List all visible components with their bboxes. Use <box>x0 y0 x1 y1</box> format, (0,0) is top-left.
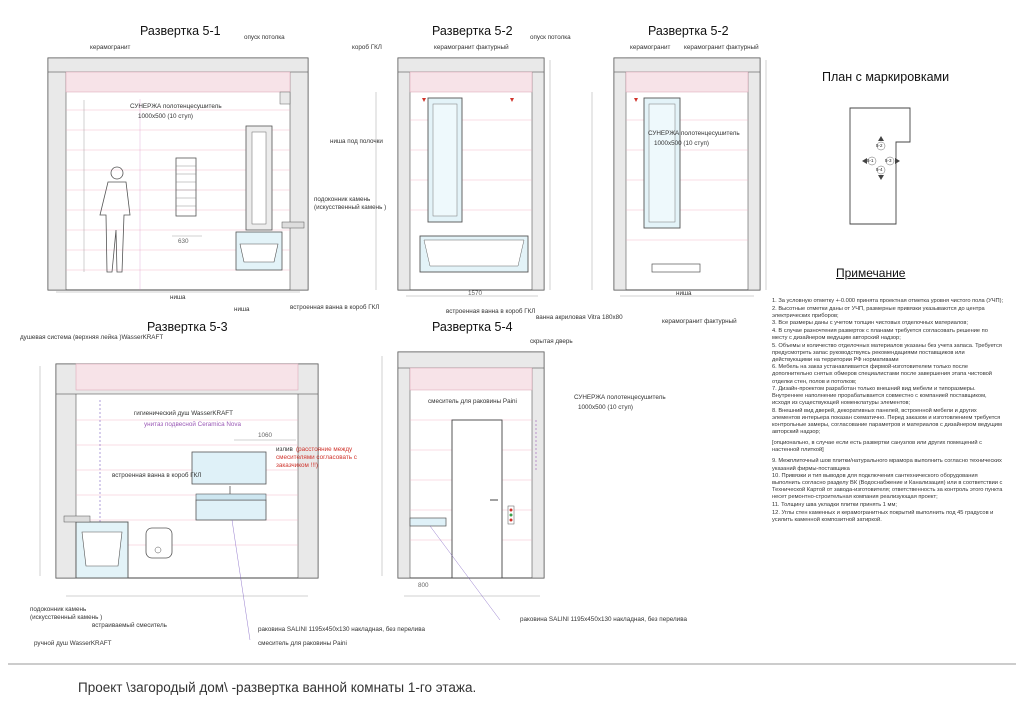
elevation-5-3-title: Развертка 5-3 <box>147 320 228 334</box>
dim-5-1-a: 630 <box>178 238 189 245</box>
note-9: 9. Межплиточный шов плитки/натурального мрамора выполнить согласно технических указаний фирмы-поставщика <box>772 458 1002 472</box>
note-2: 2. Высотные отметки даны от УЧП, размерные привязки указываются до центра электрических приборов; <box>772 305 985 319</box>
note-6: 6. Мебель на заказ устанавливается фирмой-изготовителем только после дополнительно снятых обмеров специалистами после завершения этапа чистовой отделки стен, полов и потолков; <box>772 364 992 385</box>
label-sink-5-3: раковина SALINI 1195х450х130 накладная, без перелива <box>258 626 425 633</box>
label-spout-5-3: излив <box>276 446 293 453</box>
plan-marker-5-1: 5-1 <box>867 158 874 163</box>
note-3: 3. Все размеры даны с учетом толщин чистовых отделочных материалов; <box>772 320 968 327</box>
label-textured-porcelain-5-2a: керамогранит фактурный <box>434 44 509 51</box>
label-bath-box-5-3: встроенная ванна в короб ГКЛ <box>112 472 202 479</box>
label-builtin-mixer-5-3: встраиваемый смеситель <box>92 622 167 629</box>
note-8: 8. Внешний вид дверей, декоративных панелей, встроенной мебели и других элементов интерьера показан схематично. Перед заказом и изготовлением требуется контрольные замеры, согласование параметров и материалов с дизайнером ведущим авторский надзор; <box>772 407 1002 436</box>
dim-5-3-a: 1060 <box>258 432 273 439</box>
label-warning-line2: смесителями согласовать с <box>276 454 357 461</box>
label-sink-5-4: раковина SALINI 1195х450х130 накладная, без перелива <box>520 616 687 623</box>
label-towel-rail-size-5-4: 1000х500 (10 ступ) <box>578 404 634 411</box>
label-towel-rail-5-1: СУНЕРЖА полотенцесушитель <box>130 103 222 110</box>
note-7: 7. Дизайн-проектом разработан только внешний вид мебели и типоразмеры. Внутреннее наполнение прорабатывается совместно с компанией поставщиком, исходя из существующей номенклатуры элементов; <box>772 386 987 407</box>
label-sill-material-5-1: (искусственный камень ) <box>314 204 387 211</box>
label-ceiling-drop-5-2a: опуск потолка <box>530 34 571 41</box>
dim-5-2a-width: 1570 <box>468 290 483 297</box>
label-warning-line1: (расстояние между <box>296 446 353 453</box>
label-vitra-bath-5-2a: ванна акриловая Vitra 180х80 <box>536 314 623 321</box>
label-sink-mixer-5-4: смеситель для раковины Paini <box>428 398 517 405</box>
label-porcelain-5-1: керамогранит <box>90 44 131 51</box>
label-towel-rail-size-5-1: 1000х500 (10 ступ) <box>138 113 194 120</box>
label-sill-5-3: подоконник камень <box>30 606 87 613</box>
label-hand-shower-5-3: ручной душ WasserKRAFT <box>34 640 112 647</box>
note-12: 12. Углы стен каменных и керамогранитных покрытий выполнить под 45 градусов и усилить каменной композитной затиркой. <box>772 509 994 523</box>
elevation-5-2b-title: Развертка 5-2 <box>648 24 729 38</box>
label-shower-system-5-3: душевая система (верхняя лейка )WasserKRAFT <box>20 334 164 341</box>
plan-marker-5-3: 5-3 <box>885 158 892 163</box>
label-bath-box-5-1: встроенная ванна в короб ГКЛ <box>290 304 380 311</box>
plan-title: План с маркировками <box>822 70 950 84</box>
label-hidden-door-5-4: скрытая дверь <box>530 338 573 345</box>
elevation-5-1-title: Развертка 5-1 <box>140 24 221 38</box>
label-ceiling-drop-5-1: опуск потолка <box>244 34 285 41</box>
label-gkl-box-5-2a: короб ГКЛ <box>352 44 382 51</box>
note-10: 10. Привязки и тип выводов для подключения сантехнического оборудования выполнить согласно разделу ВК (Водоснабжение и Канализация) или в соответствии с Технической Картой от завода-изготовителя; ответственность за контроль этого пункта несет ремонтно-строительная компания реализующая проект; <box>772 473 1003 501</box>
label-hygienic-shower-5-3: гигиенический душ WasserKRAFT <box>134 410 233 417</box>
notes-title: Примечание <box>836 266 906 280</box>
label-niche-5-2b: ниша <box>676 290 692 297</box>
label-porcelain-5-2b: керамогранит <box>630 44 671 51</box>
label-sill-material-5-3: (искусственный камень ) <box>30 614 103 621</box>
project-footer: Проект \загородый дом\ -развертка ванной комнаты 1-го этажа. <box>78 680 477 695</box>
elevation-5-4-title: Развертка 5-4 <box>432 320 513 334</box>
plan-marker-5-4: 5-4 <box>876 167 883 172</box>
label-bath-box-5-2a: встроенная ванна в короб ГКЛ <box>446 308 536 315</box>
label-towel-rail-5-2b: СУНЕРЖА полотенцесушитель <box>648 130 740 137</box>
label-warning-line3: заказчиком !!!) <box>276 462 318 469</box>
label-toilet-5-3: унитаз подвесной Ceramica Nova <box>144 421 242 428</box>
label-niche-5-1b: ниша <box>234 306 250 313</box>
label-textured-porcelain-5-2b-bottom: керамогранит фактурный <box>662 318 737 325</box>
label-textured-porcelain-5-2b: керамогранит фактурный <box>684 44 759 51</box>
dim-5-4-a: 800 <box>418 582 429 589</box>
label-towel-rail-5-4: СУНЕРЖА полотенцесушитель <box>574 394 666 401</box>
label-towel-rail-size-5-2b: 1000х500 (10 ступ) <box>654 140 710 147</box>
note-5: 5. Объемы и количество отделочных материалов указаны без учета запаса. Требуется предусмотреть запас руководствуясь рекомендациями поставщиков или действующими на территории РФ нормативами <box>772 342 1002 363</box>
elevation-5-2a-title: Развертка 5-2 <box>432 24 513 38</box>
plan-marker-5-2: 5-2 <box>876 143 883 148</box>
note-1: 1. За условную отметку +-0.000 принята проектная отметка уровня чистого пола (УЧП); <box>772 298 1004 304</box>
label-shelf-niche-5-2a: ниша под полочки <box>330 138 383 145</box>
note-11: 11. Толщину шва укладки плитки принять 1 мм; <box>772 502 897 509</box>
label-sill-5-1: подоконник камень <box>314 196 371 203</box>
note-4: 4. В случае разночтения разверток с планами требуется согласовать решение по месту с дизайнером ведущим авторский надзор; <box>772 327 988 341</box>
label-sink-mixer-5-3: смеситель для раковины Paini <box>258 640 347 647</box>
note-optional: [опционально, в случае если есть развертки санузлов или других помещений с настенной плиткой] <box>772 440 982 454</box>
label-niche-5-1a: ниша <box>170 294 186 301</box>
